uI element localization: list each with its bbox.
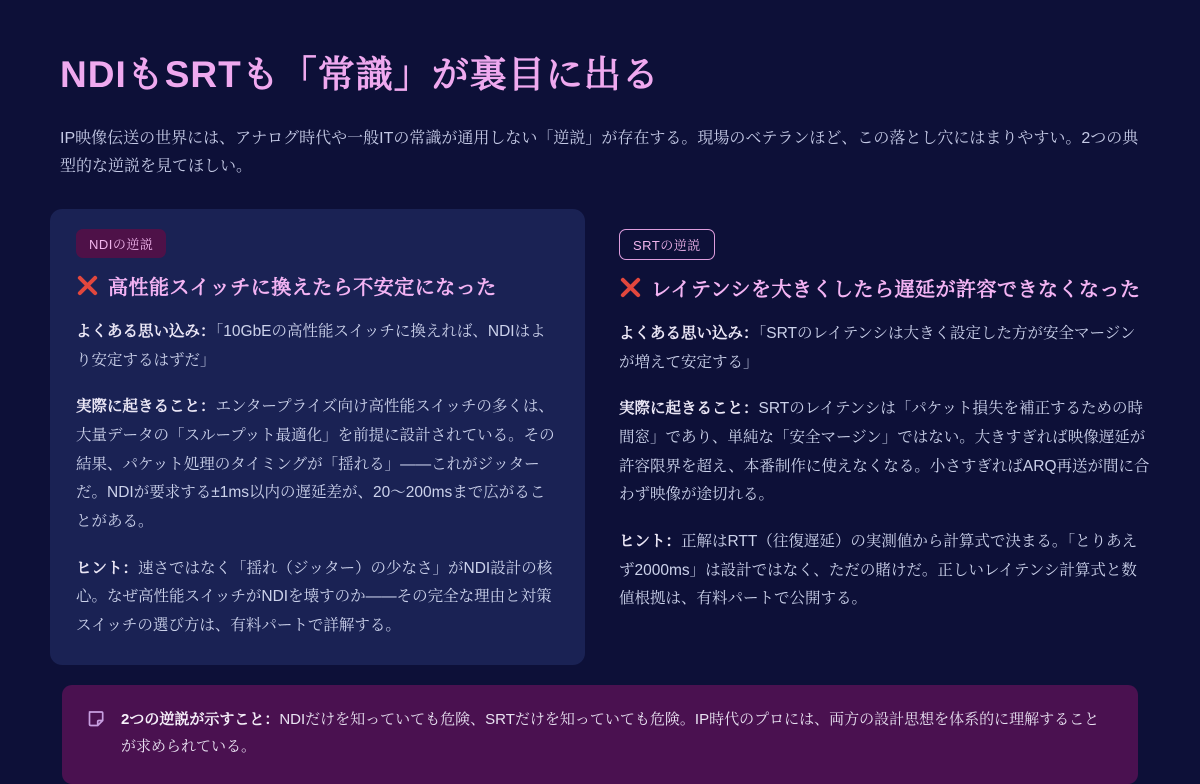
- ndi-paradox-card: [50, 209, 585, 665]
- paradox-cards: [50, 209, 1150, 665]
- srt-reality-paragraph: 実際に起きること：SRTのレイテンシは「パケット損失を補正するための時間窓」であり、単純な「安全マージン」ではない。大きすぎれば映像遅延が許容限界を超え、本番制作に使えなくなる。小さすぎればARQ再送が間に合わず映像が途切れる。: [619, 400, 1150, 504]
- takeaway-text: 2つの逆説が示すこと：NDIだけを知っていても危険、SRTだけを知っていても危険。IP時代のプロには、両方の設計思想を体系的に理解することが求められている。: [121, 710, 1100, 756]
- ndi-reality-paragraph: 実際に起きること：エンタープライズ向け高性能スイッチの多くは、大量データの「スループット最適化」を前提に設計されている。その結果、パケット処理のタイミングが「揺れる」——これがジッターだ。NDIが要求する±1ms以内の遅延差が、20〜200msまで広がることがある。: [76, 398, 555, 531]
- ndi-hint-paragraph: ヒント：速さではなく「揺れ（ジッター）の少なさ」がNDI設計の核心。なぜ高性能スイッチがNDIを壊すのか——その完全な理由と対策スイッチの選び方は、有料パートで詳解する。: [76, 559, 553, 635]
- takeaway-banner: [62, 685, 1138, 784]
- x-mark-icon: [76, 275, 99, 296]
- srt-badge: SRTの逆説: [619, 229, 715, 260]
- srt-card-title: [619, 273, 1150, 302]
- ndi-card-title: [76, 271, 559, 300]
- x-mark-icon: [619, 277, 642, 298]
- srt-hint-paragraph: ヒント：正解はRTT（往復遅延）の実測値から計算式で決まる。「とりあえず2000ms」は設計ではなく、ただの賭けだ。正しいレイテンシ計算式と数値根拠は、有料パートで公開する。: [619, 533, 1138, 608]
- ndi-badge: NDIの逆説: [76, 229, 166, 258]
- ndi-card-title-text: 高性能スイッチに換えたら不安定になった: [108, 277, 497, 299]
- srt-myth-paragraph: よくある思い込み：「SRTのレイテンシは大きく設定した方が安全マージンが増えて安定する」: [619, 325, 1136, 371]
- srt-card-title-text: レイテンシを大きくしたら遅延が許容できなくなった: [651, 279, 1141, 301]
- page-title: NDIもSRTも「常識」が裏目に出る: [60, 54, 660, 95]
- srt-paradox-card: [615, 209, 1150, 665]
- note-icon: [86, 709, 106, 729]
- intro-paragraph: IP映像伝送の世界には、アナログ時代や一般ITの常識が通用しない「逆説」が存在する。現場のベテランほど、この落とし穴にはまりやすい。2つの典型的な逆説を見てほしい。: [60, 130, 1139, 175]
- ndi-myth-paragraph: よくある思い込み：「10GbEの高性能スイッチに換えれば、NDIはより安定するはずだ」: [76, 323, 546, 369]
